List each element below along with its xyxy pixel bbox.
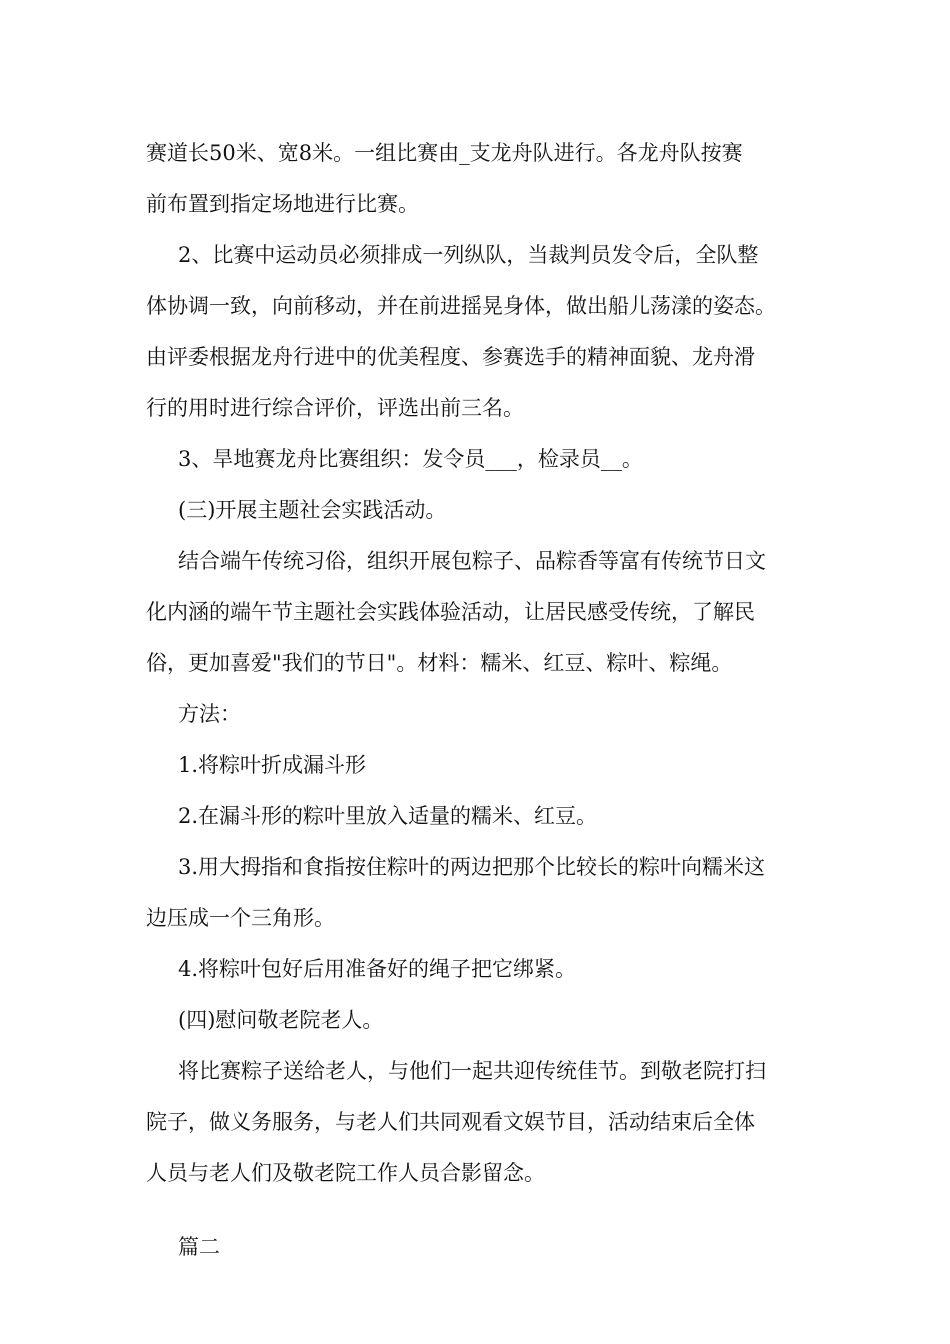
paragraph-line: 赛道长50米、宽8米。一组比赛由_支龙舟队进行。各龙舟队按赛	[146, 141, 743, 165]
paragraph-line: 3、旱地赛龙舟比赛组织：发令员___，检录员__。	[178, 447, 643, 471]
paragraph-line: 结合端午传统习俗，组织开展包粽子、品粽香等富有传统节日文	[178, 549, 766, 573]
paragraph-line: 行的用时进行综合评价，评选出前三名。	[146, 396, 524, 420]
section-heading: (三)开展主题社会实践活动。	[178, 498, 447, 522]
paragraph-line: 2、比赛中运动员必须排成一列纵队，当裁判员发令后，全队整	[178, 243, 759, 267]
paragraph-line: 化内涵的端午节主题社会实践体验活动，让居民感受传统，了解民	[146, 600, 755, 624]
paragraph-line: 体协调一致，向前移动，并在前进摇晃身体，做出船儿荡漾的姿态。	[146, 294, 776, 318]
step-item: 3.用大拇指和食指按住粽叶的两边把那个比较长的粽叶向糯米这	[178, 855, 766, 879]
method-label: 方法：	[178, 702, 241, 726]
paragraph-line: 院子，做义务服务，与老人们共同观看文娱节目，活动结束后全体	[146, 1110, 755, 1134]
step-item: 4.将粽叶包好后用准备好的绳子把它绑紧。	[178, 957, 577, 981]
spacer	[146, 1199, 810, 1222]
paragraph-line: 人员与老人们及敬老院工作人员合影留念。	[146, 1161, 545, 1185]
paragraph-line: 由评委根据龙舟行进中的优美程度、参赛选手的精神面貌、龙舟滑	[146, 345, 755, 369]
paragraph-line: 俗，更加喜爱"我们的节日"。材料：糯米、红豆、粽叶、粽绳。	[146, 651, 733, 675]
section-heading: (四)慰问敬老院老人。	[178, 1008, 384, 1032]
paragraph-line: 前布置到指定场地进行比赛。	[146, 192, 419, 216]
step-item: 2.在漏斗形的粽叶里放入适量的糯米、红豆。	[178, 804, 598, 828]
section-title: 篇二	[178, 1235, 220, 1259]
document-body	[146, 128, 810, 1273]
step-item: 1.将粽叶折成漏斗形	[178, 753, 367, 777]
paragraph-line: 将比赛粽子送给老人，与他们一起共迎传统佳节。到敬老院打扫	[178, 1059, 766, 1083]
paragraph-line: 边压成一个三角形。	[146, 906, 335, 930]
